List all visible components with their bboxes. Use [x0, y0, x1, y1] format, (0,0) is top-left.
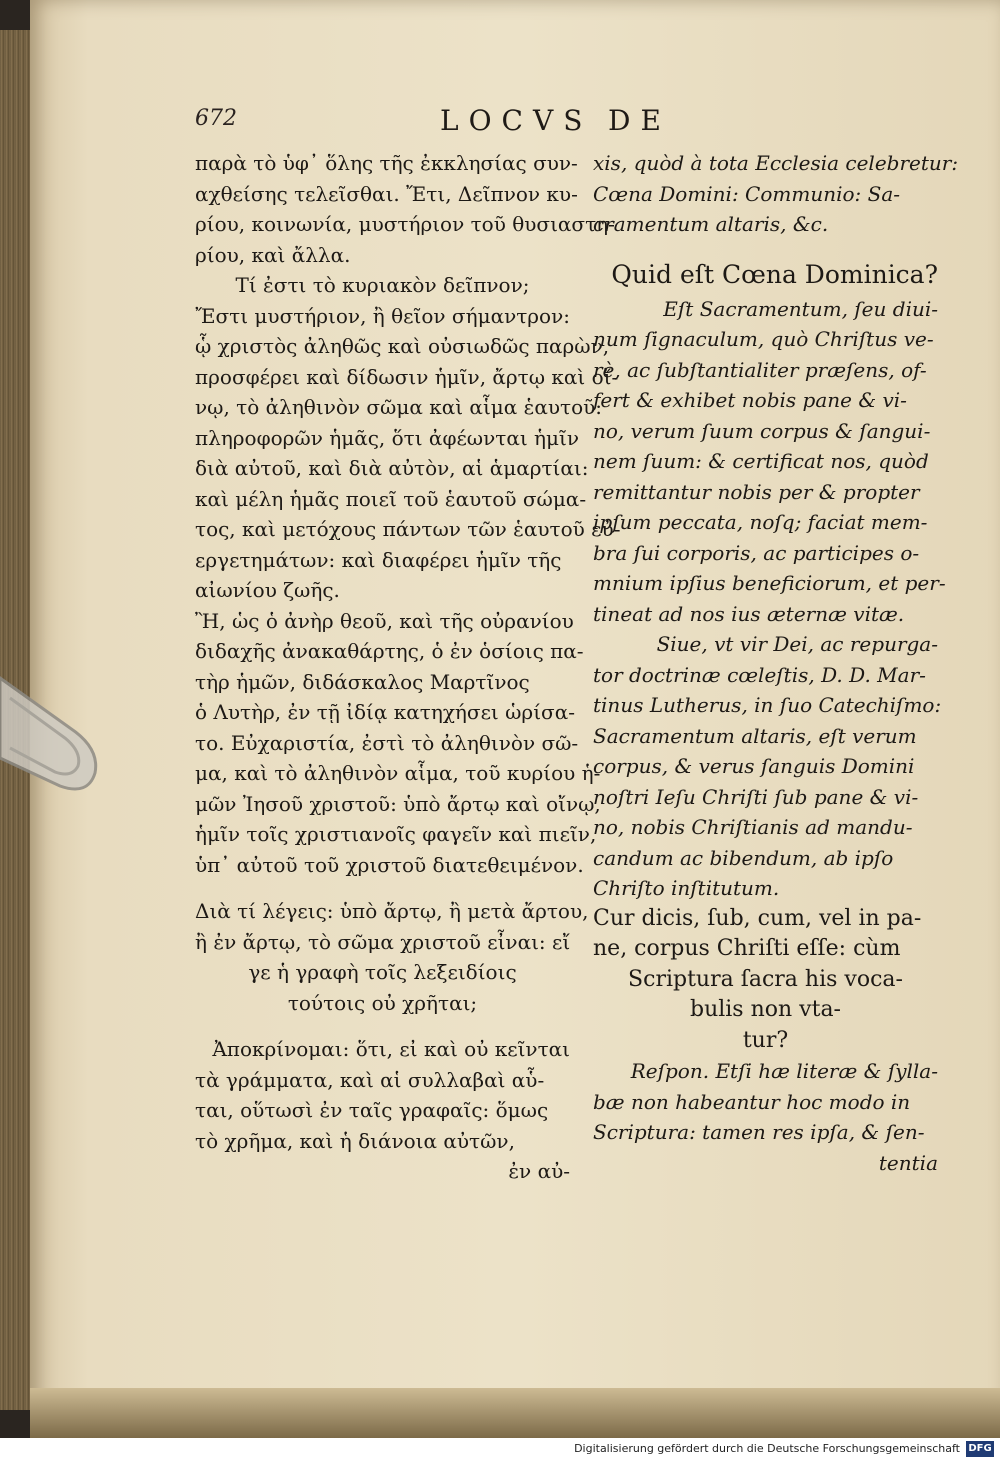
text-line: ᾧ χριστὸς ἀληθῶς καὶ οὐσιωδῶς παρὼν,	[195, 334, 610, 358]
text-line: αχθείσης τελεῖσθαι. Ἔτι, Δεῖπνον κυ-	[195, 181, 578, 206]
text-line: πληροφορῶν ἡμᾶς, ὅτι ἀφέωνται ἡμῖν	[195, 425, 580, 450]
text-line: mnium ipſius beneficiorum, et per-	[593, 571, 946, 595]
text-line: διὰ αὐτοῦ, καὶ διὰ αὐτὸν, αἱ ἁμαρτίαι:	[195, 456, 589, 480]
text-line: καὶ μέλη ἡμᾶς ποιεῖ τοῦ ἑαυτοῦ σώμα-	[195, 486, 587, 511]
text-line: μα, καὶ τὸ ἀληθινὸν αἷμα, τοῦ κυρίου ἡ-	[195, 761, 601, 785]
text-line: εργετημάτων: καὶ διαφέρει ἡμῖν τῆς	[195, 547, 562, 572]
text-line: ται, οὕτωσὶ ἐν ταῖς γραφαῖς: ὅμως	[195, 1098, 549, 1122]
text-line: Cœna Domini: Communio: Sa-	[593, 181, 901, 206]
text-line: ὁ Λυτὴρ, ἐν τῇ ἰδίᾳ κατηχήσει ὡρίσα-	[195, 700, 575, 724]
text-line: Siue, vt vir Dei, ac repurga-	[656, 632, 938, 656]
paragraph-gap	[195, 1018, 570, 1034]
text-line: μῶν Ἰησοῦ χριστοῦ: ὑπὸ ἄρτῳ καὶ οἴνῳ,	[195, 791, 601, 816]
text-line: νῳ, τὸ ἀληθινὸν σῶμα καὶ αἷμα ἑαυτοῦ:	[195, 395, 603, 419]
text-line: bæ non habeantur hoc modo in	[593, 1089, 911, 1114]
text-line: τούτοις οὐ χρῆται;	[287, 990, 478, 1015]
dfg-logo-icon: DFG	[966, 1441, 994, 1457]
page-clip-icon	[0, 668, 110, 798]
text-line: ne, corpus Chriſti eſſe: cùm	[593, 936, 901, 961]
text-line: candum ac bibendum, ab ipſo	[593, 845, 894, 870]
text-line: tur?	[742, 1027, 789, 1053]
page-bottom-edge	[30, 1388, 1000, 1438]
text-line: παρὰ τὸ ὑφ᾽ ὅλης τῆς ἐκκλησίας συν-	[195, 151, 578, 175]
text-line: τος, καὶ μετόχους πάντων τῶν ἑαυτοῦ εὐ-	[195, 517, 621, 541]
text-line: nem ſuum: & certificat nos, quòd	[593, 449, 929, 473]
text-line: ὑπ᾽ αὐτοῦ τοῦ χριστοῦ διατεθειμένον.	[195, 852, 584, 877]
text-line: remittantur nobis per & propter	[593, 479, 920, 504]
text-line: Quid eſt Cœna Dominica?	[611, 259, 938, 289]
text-line: ἐν αὐ-	[508, 1159, 570, 1183]
text-line: bulis non vta-	[689, 997, 841, 1022]
text-line: ρίου, καὶ ἄλλα.	[195, 242, 351, 267]
text-line: fert & exhibet nobis pane & vi-	[593, 388, 907, 412]
text-line: no, verum ſuum corpus & ſangui-	[593, 418, 931, 443]
page-number: 672	[195, 106, 237, 131]
text-line: ἢ ἐν ἄρτῳ, τὸ σῶμα χριστοῦ εἶναι: εἴ	[195, 929, 571, 954]
text-line: xis, quòd à tota Ecclesia celebretur:	[593, 151, 959, 175]
text-line: τὰ γράμματα, καὶ αἱ συλλαβαὶ αὗ-	[195, 1067, 545, 1092]
running-head	[0, 100, 1000, 140]
text-line: tineat ad nos ius æternæ vitæ.	[593, 601, 905, 626]
text-line: noſtri Ieſu Chriſti ſub pane & vi-	[593, 784, 919, 809]
text-line: το. Εὐχαριστία, ἐστὶ τὸ ἀληθινὸν σῶ-	[195, 730, 579, 755]
text-line: διδαχῆς ἀνακαθάρτης, ὁ ἐν ὁσίοις πα-	[195, 639, 584, 663]
text-line: γε ἡ γραφὴ τοῖς λεξειδίοις	[248, 960, 517, 984]
text-line: num ſignaculum, quò Chriſtus ve-	[593, 327, 934, 351]
text-line: Eſt Sacramentum, ſeu diui-	[663, 296, 938, 321]
paragraph-gap	[593, 240, 938, 256]
footer-credit: Digitalisierung gefördert durch die Deutsche Forschungsgemeinschaft	[574, 1442, 960, 1455]
text-line: no, nobis Chriſtianis ad mandu-	[593, 815, 913, 839]
text-line: Sacramentum altaris, eſt verum	[593, 723, 917, 748]
text-line: bra ſui corporis, ac participes o-	[593, 540, 920, 565]
text-line: Διὰ τί λέγεις: ὑπὸ ἄρτῳ, ἢ μετὰ ἄρτου,	[195, 899, 589, 923]
text-line: Ἢ, ὡς ὁ ἀνὴρ θεοῦ, καὶ τῆς οὐρανίου	[195, 608, 574, 633]
text-line: τὸ χρῆμα, καὶ ἡ διάνοια αὐτῶν,	[195, 1128, 515, 1153]
greek-column	[195, 148, 621, 1187]
latin-column	[593, 148, 959, 1178]
text-line: tinus Lutherus, in ſuo Catechiſmo:	[593, 693, 942, 717]
paragraph-gap	[195, 880, 570, 896]
running-title: LOCVS	[440, 104, 593, 137]
text-line: tor doctrinæ cœleſtis, D. D. Mar-	[593, 662, 926, 687]
text-line: cramentum altaris, &c.	[593, 212, 829, 236]
text-line: Reſpon. Etſi hæ literæ & ſylla-	[630, 1059, 938, 1083]
text-line: Τί ἐστι τὸ κυριακὸν δεῖπνον;	[235, 273, 530, 297]
text-line: Ἀποκρίνομαι: ὅτι, εἰ καὶ οὐ κεῖνται	[212, 1037, 570, 1061]
text-line: tentia	[878, 1150, 938, 1175]
text-line: αἰωνίου ζωῆς.	[195, 578, 340, 602]
text-line: ἡμῖν τοῖς χριστιανοῖς φαγεῖν καὶ πιεῖν,	[195, 822, 597, 846]
text-line: τὴρ ἡμῶν, διδάσκαλος Μαρτῖνος	[195, 669, 530, 694]
running-title-next: DE	[608, 104, 671, 137]
text-line: Scriptura: tamen res ipſa, & ſen-	[593, 1120, 925, 1144]
text-line: Cur dicis, ſub, cum, vel in pa-	[593, 905, 922, 931]
text-line: rè, ac ſubſtantialiter præſens, of-	[593, 357, 927, 382]
text-line: προσφέρει καὶ δίδωσιν ἡμῖν, ἄρτῳ καὶ οἴ-	[195, 364, 619, 389]
text-line: Chriſto inſtitutum.	[593, 876, 780, 900]
text-line: Scriptura ſacra his voca-	[628, 966, 903, 992]
text-line: ipſum peccata, noſq; faciat mem-	[593, 510, 928, 534]
text-line: Ἔστι μυστήριον, ἢ θεῖον σήμαντρον:	[195, 303, 570, 328]
text-line: ρίου, κοινωνία, μυστήριον τοῦ θυσιαστη-	[195, 212, 615, 236]
text-line: corpus, & verus ſanguis Domini	[593, 754, 915, 778]
